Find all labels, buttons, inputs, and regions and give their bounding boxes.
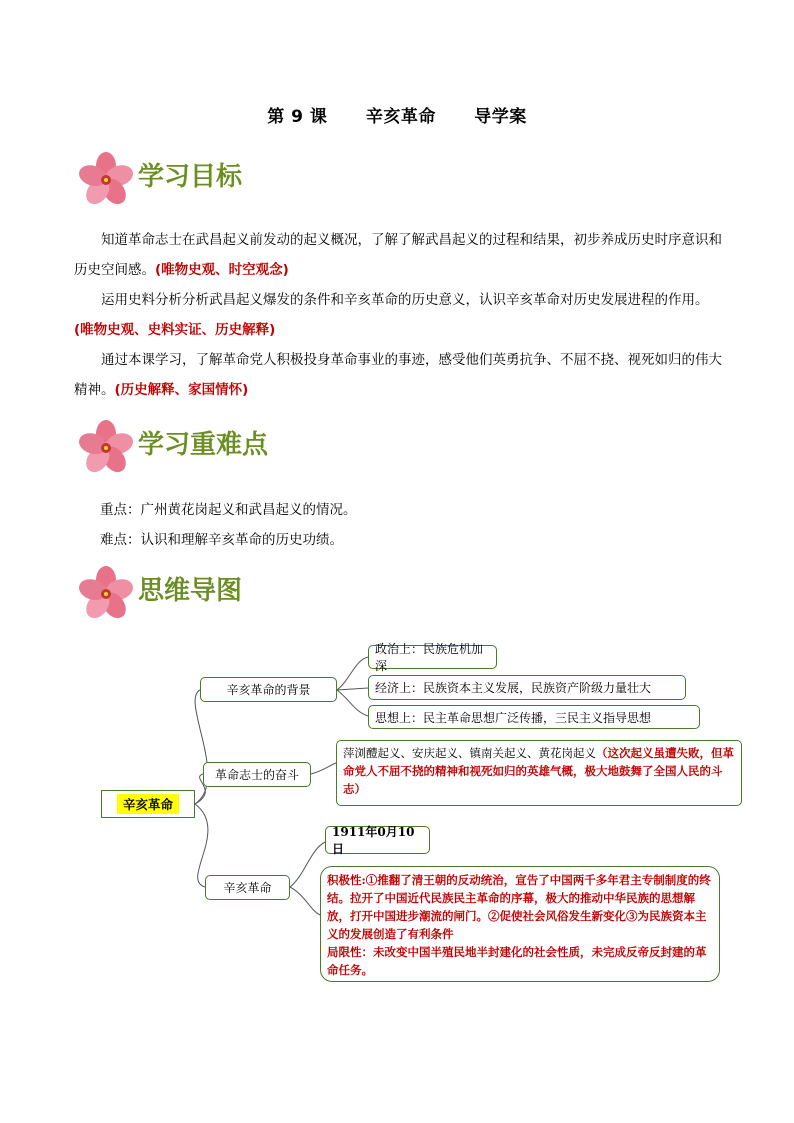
branch-background bbox=[200, 677, 337, 702]
goal-tag: (历史解释、家国情怀) bbox=[114, 382, 249, 398]
branch-struggle bbox=[203, 762, 311, 787]
goal-text: 运用史料分析分析武昌起义爆发的条件和辛亥革命的历史意义，认识辛亥革命对历史发展进程的作用。 bbox=[101, 292, 709, 308]
mind-map-root bbox=[101, 790, 195, 818]
positive-significance: 积极性:①推翻了清王朝的反动统治，宣告了中国两千多年君主专制制度的终结。拉开了中国近代民族民主革命的序幕，极大的推动中华民族的思想解放，打开中国进步潮流的闸门。②促使社会风俗发生新变化③为民族资本主义的发展创造了有利条件 bbox=[327, 873, 711, 941]
node-text: 政治上：民族危机加深 bbox=[375, 642, 484, 673]
branch-label: 辛亥革命 bbox=[223, 881, 272, 895]
branch-label: 辛亥革命的背景 bbox=[226, 683, 311, 697]
difficulty-point: 难点：认识和理解辛亥革命的历史功绩。 bbox=[100, 532, 343, 548]
section-title: 学习重难点 bbox=[138, 430, 269, 460]
uprisings-list: 萍浏醴起义、安庆起义、镇南关起义、黄花岗起义 bbox=[343, 746, 596, 760]
background-ideological bbox=[368, 705, 700, 729]
branch-revolution bbox=[205, 875, 290, 900]
revolution-significance bbox=[320, 866, 720, 982]
background-political bbox=[368, 642, 497, 673]
lesson-name: 辛亥革命 bbox=[365, 107, 436, 127]
node-text: 经济上：民族资本主义发展，民族资产阶级力量壮大 bbox=[375, 681, 652, 695]
background-economic bbox=[368, 675, 686, 700]
revolution-date bbox=[325, 826, 430, 854]
date-text: 1911年0月10日 bbox=[332, 825, 415, 856]
goal-tag: (唯物史观、史料实证、历史解释) bbox=[74, 322, 276, 338]
lesson-number: 第 9 课 bbox=[267, 107, 328, 127]
section-title: 思维导图 bbox=[138, 576, 243, 606]
node-text: 思想上：民主革命思想广泛传播，三民主义指导思想 bbox=[375, 710, 652, 725]
goal-tag: (唯物史观、时空观念) bbox=[155, 262, 289, 278]
goal-text: 通过本课学习，了解革命党人积极投身革命事业的事迹，感受他们英勇抗争、不屈不挠、视死如归的伟大精神。 bbox=[74, 352, 722, 398]
focus-point: 重点：广州黄花岗起义和武昌起义的情况。 bbox=[100, 502, 357, 518]
struggle-uprisings bbox=[336, 740, 742, 806]
goal-text: 知道革命志士在武昌起义前发动的起义概况，了解了解武昌起义的过程和结果，初步养成历史时序意识和历史空间感。 bbox=[74, 232, 722, 278]
branch-label: 革命志士的奋斗 bbox=[214, 768, 299, 782]
limitation: 局限性：未改变中国半殖民地半封建化的社会性质，未完成反帝反封建的革命任务。 bbox=[327, 945, 707, 977]
uprisings-note: （这次起义虽遭失败，但革命党人不屈不挠的精神和视死如归的英雄气概，极大地鼓舞了全国人民的斗志） bbox=[343, 746, 734, 796]
root-label: 辛亥革命 bbox=[117, 794, 179, 814]
doc-type: 导学案 bbox=[474, 107, 527, 127]
section-title: 学习目标 bbox=[138, 162, 243, 192]
